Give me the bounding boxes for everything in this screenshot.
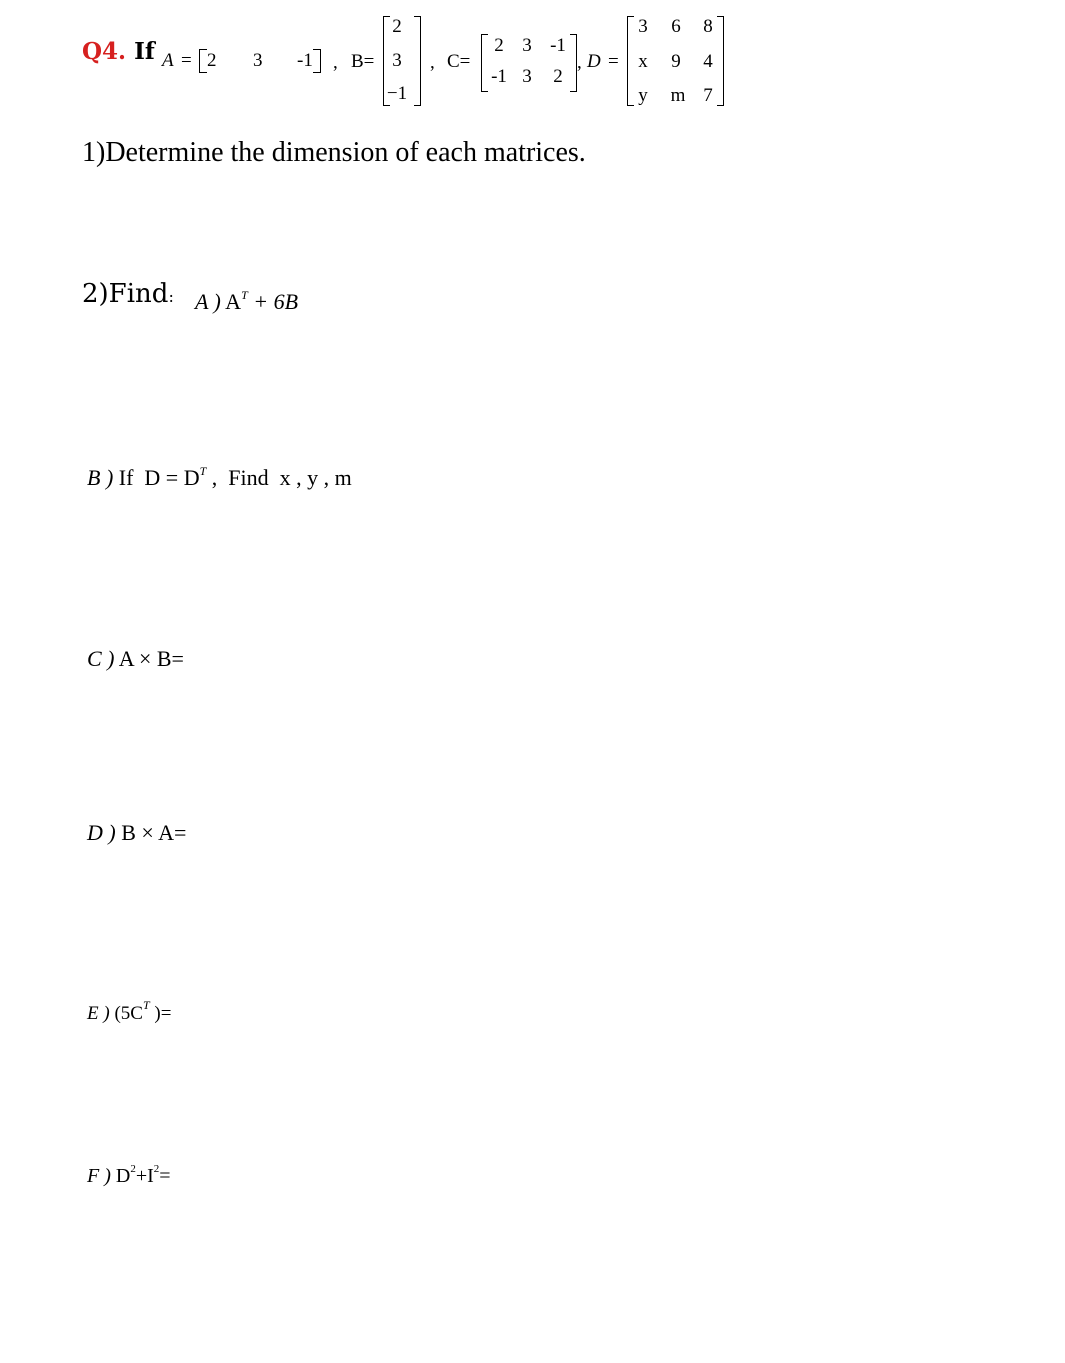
question-2-colon: : bbox=[168, 287, 174, 306]
part-e-transpose: T bbox=[142, 998, 150, 1012]
matrix-c-label: C= bbox=[447, 51, 471, 72]
matrix-c-right-bracket bbox=[570, 34, 577, 92]
part-a-transpose: T bbox=[241, 288, 248, 302]
part-b-find: , Find x , y , m bbox=[211, 465, 352, 490]
question-2-text: 2)Find bbox=[82, 279, 169, 309]
part-f-i-exponent: 2 bbox=[153, 1163, 160, 1175]
matrix-b-label: B= bbox=[351, 51, 375, 72]
matrix-b-value: −1 bbox=[386, 83, 408, 104]
matrix-d-value: 3 bbox=[638, 16, 648, 37]
matrix-d-value: 4 bbox=[703, 51, 713, 72]
part-f-equals: = bbox=[159, 1165, 171, 1187]
part-b bbox=[87, 464, 352, 491]
matrix-b-right-bracket bbox=[414, 16, 421, 106]
matrix-b-value: 3 bbox=[392, 50, 402, 71]
matrix-a-value: 3 bbox=[253, 50, 263, 71]
part-a-matrix: A bbox=[225, 289, 242, 314]
part-a-rest: + 6B bbox=[253, 289, 299, 314]
part-a bbox=[195, 288, 298, 315]
matrix-c-value: 3 bbox=[522, 35, 532, 56]
matrix-a-value: 2 bbox=[207, 50, 217, 71]
matrix-c-value: 3 bbox=[522, 66, 532, 87]
part-b-prefix: B ) bbox=[87, 465, 114, 490]
matrix-d-label: D bbox=[587, 51, 601, 72]
part-d-text: B × A= bbox=[121, 820, 187, 845]
part-e bbox=[87, 998, 171, 1025]
matrix-d-value: 6 bbox=[671, 16, 681, 37]
matrix-b-separator: , bbox=[430, 52, 435, 73]
question-dot: . bbox=[118, 38, 127, 65]
matrix-a-right-bracket bbox=[313, 49, 321, 73]
matrix-d-value: 8 bbox=[703, 16, 713, 37]
part-c-prefix: C ) bbox=[87, 646, 115, 671]
part-e-close: )= bbox=[149, 1003, 172, 1024]
question-1: 1)Determine the dimension of each matrices. bbox=[82, 137, 586, 168]
part-f-plus-i: +I bbox=[135, 1165, 154, 1187]
matrix-d-value: 9 bbox=[671, 51, 681, 72]
part-f-prefix: F ) bbox=[87, 1165, 111, 1187]
part-d-prefix: D ) bbox=[87, 820, 116, 845]
part-e-text: (5C bbox=[114, 1003, 143, 1024]
matrix-b-value: 2 bbox=[392, 16, 402, 37]
part-f-d-exponent: 2 bbox=[130, 1163, 136, 1175]
question-header bbox=[82, 38, 155, 65]
part-f-d: D bbox=[115, 1165, 131, 1187]
part-c bbox=[87, 646, 184, 672]
matrix-c-value: 2 bbox=[494, 35, 504, 56]
matrix-a-value: -1 bbox=[297, 50, 313, 71]
part-b-text: If D = D bbox=[118, 465, 200, 490]
matrix-c-value: -1 bbox=[550, 35, 566, 56]
matrix-d-value: m bbox=[670, 85, 686, 106]
matrix-a-separator: , bbox=[333, 52, 338, 73]
matrix-d-right-bracket bbox=[717, 16, 724, 106]
part-a-prefix: A ) bbox=[195, 289, 221, 314]
part-f bbox=[87, 1163, 171, 1188]
matrix-d-equals: = bbox=[608, 51, 619, 72]
question-number: Q4 bbox=[82, 38, 119, 65]
matrix-a-left-bracket bbox=[199, 49, 207, 73]
part-c-text: A × B= bbox=[118, 646, 184, 671]
question-if: If bbox=[134, 38, 155, 65]
part-b-transpose: T bbox=[199, 464, 207, 478]
matrix-c-value: 2 bbox=[553, 66, 563, 87]
matrix-c-separator: , bbox=[577, 52, 582, 73]
matrix-a-label: A bbox=[162, 50, 174, 71]
matrix-c-value: -1 bbox=[491, 66, 507, 87]
matrix-d-value: 7 bbox=[703, 85, 713, 106]
part-d bbox=[87, 820, 186, 846]
part-e-prefix: E ) bbox=[87, 1003, 110, 1024]
matrix-d-value: y bbox=[638, 85, 648, 106]
question-2-label bbox=[82, 279, 174, 309]
matrix-d-value: x bbox=[638, 51, 648, 72]
matrix-a-equals: = bbox=[181, 50, 192, 71]
